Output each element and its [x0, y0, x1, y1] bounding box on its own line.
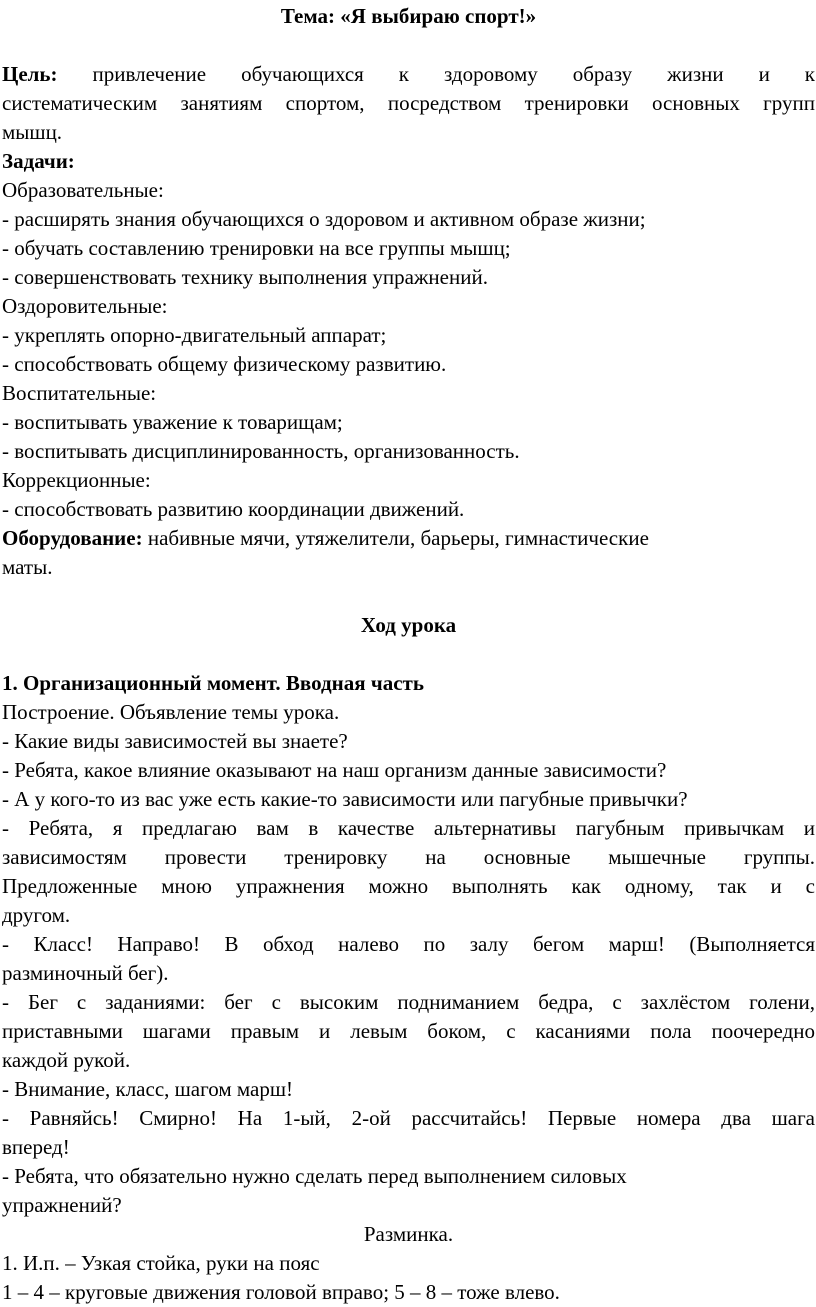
- alternative-line: зависимостям провести тренировку на основные мышечные группы.: [2, 845, 815, 869]
- spacer: [2, 31, 815, 60]
- equipment-text: набивные мячи, утяжелители, барьеры, гимнастические: [147, 526, 649, 550]
- question-line: - Ребята, что обязательно нужно сделать перед выполнением силовых: [2, 1164, 627, 1188]
- run-tasks-line: каждой рукой.: [2, 1048, 131, 1072]
- tasks-label: Задачи:: [2, 149, 75, 173]
- section-1-line: - Какие виды зависимостей вы знаете?: [2, 729, 348, 753]
- goal-line-3: мышц.: [2, 120, 63, 144]
- run-tasks-line: приставными шагами правым и левым боком, с касаниями пола поочередно: [2, 1019, 815, 1043]
- upbringing-heading: Воспитательные:: [2, 381, 157, 405]
- section-1-line: Построение. Объявление темы урока.: [2, 700, 340, 724]
- warmup-heading: Разминка.: [363, 1222, 454, 1246]
- align-command-line: вперед!: [2, 1135, 70, 1159]
- correction-heading: Коррекционные:: [2, 468, 151, 492]
- exercise-1-title: 1. И.п. – Узкая стойка, руки на пояс: [2, 1251, 320, 1275]
- edu-heading: Образовательные:: [2, 178, 164, 202]
- upbringing-item: - воспитывать дисциплинированность, организованность.: [2, 439, 520, 463]
- equipment-line-2: маты.: [2, 555, 53, 579]
- edu-item: - обучать составлению тренировки на все группы мышц;: [2, 236, 511, 260]
- edu-item: - совершенствовать технику выполнения упражнений.: [2, 265, 488, 289]
- upbringing-item: - воспитывать уважение к товарищам;: [2, 410, 343, 434]
- spacer: [2, 582, 815, 611]
- alternative-line: другом.: [2, 903, 71, 927]
- edu-item: - расширять знания обучающихся о здоровом и активном образе жизни;: [2, 207, 646, 231]
- question-line: упражнений?: [2, 1193, 122, 1217]
- alternative-line: Предложенные мною упражнения можно выполнять как одному, так и с: [2, 874, 815, 898]
- run-tasks-line: - Бег с заданиями: бег с высоким подниманием бедра, с захлёстом голени,: [2, 990, 815, 1014]
- lesson-heading: Ход урока: [360, 613, 457, 637]
- exercise-1-text: 1 – 4 – круговые движения головой вправо; 5 – 8 – тоже влево.: [2, 1280, 560, 1304]
- equipment-label: Оборудование:: [2, 526, 143, 550]
- health-item: - способствовать общему физическому развитию.: [2, 352, 447, 376]
- equipment-line-1: [2, 524, 815, 553]
- spacer: [2, 640, 815, 669]
- goal-label: Цель:: [2, 62, 58, 86]
- health-item: - укреплять опорно-двигательный аппарат;: [2, 323, 387, 347]
- alternative-line: - Ребята, я предлагаю вам в качестве альтернативы пагубным привычкам и: [2, 816, 815, 840]
- document-title: Тема: «Я выбираю спорт!»: [280, 4, 537, 28]
- section-1-heading: 1. Организационный момент. Вводная часть: [2, 671, 424, 695]
- goal-line-1: [2, 60, 815, 89]
- class-command-line: - Класс! Направо! В обход налево по залу бегом марш! (Выполняется: [2, 932, 815, 956]
- correction-item: - способствовать развитию координации движений.: [2, 497, 465, 521]
- class-command-line: разминочный бег).: [2, 961, 169, 985]
- section-1-line: - Ребята, какое влияние оказывают на наш организм данные зависимости?: [2, 758, 667, 782]
- align-command-line: - Равняйсь! Смирно! На 1-ый, 2-ой рассчитайсь! Первые номера два шага: [2, 1106, 815, 1130]
- attention-line: - Внимание, класс, шагом марш!: [2, 1077, 293, 1101]
- goal-line-2: систематическим занятиям спортом, посредством тренировки основных групп: [2, 91, 815, 115]
- health-heading: Оздоровительные:: [2, 294, 168, 318]
- goal-text-1: привлечение обучающихся к здоровому образу жизни и к: [92, 62, 815, 86]
- section-1-line: - А у кого-то из вас уже есть какие-то зависимости или пагубные привычки?: [2, 787, 688, 811]
